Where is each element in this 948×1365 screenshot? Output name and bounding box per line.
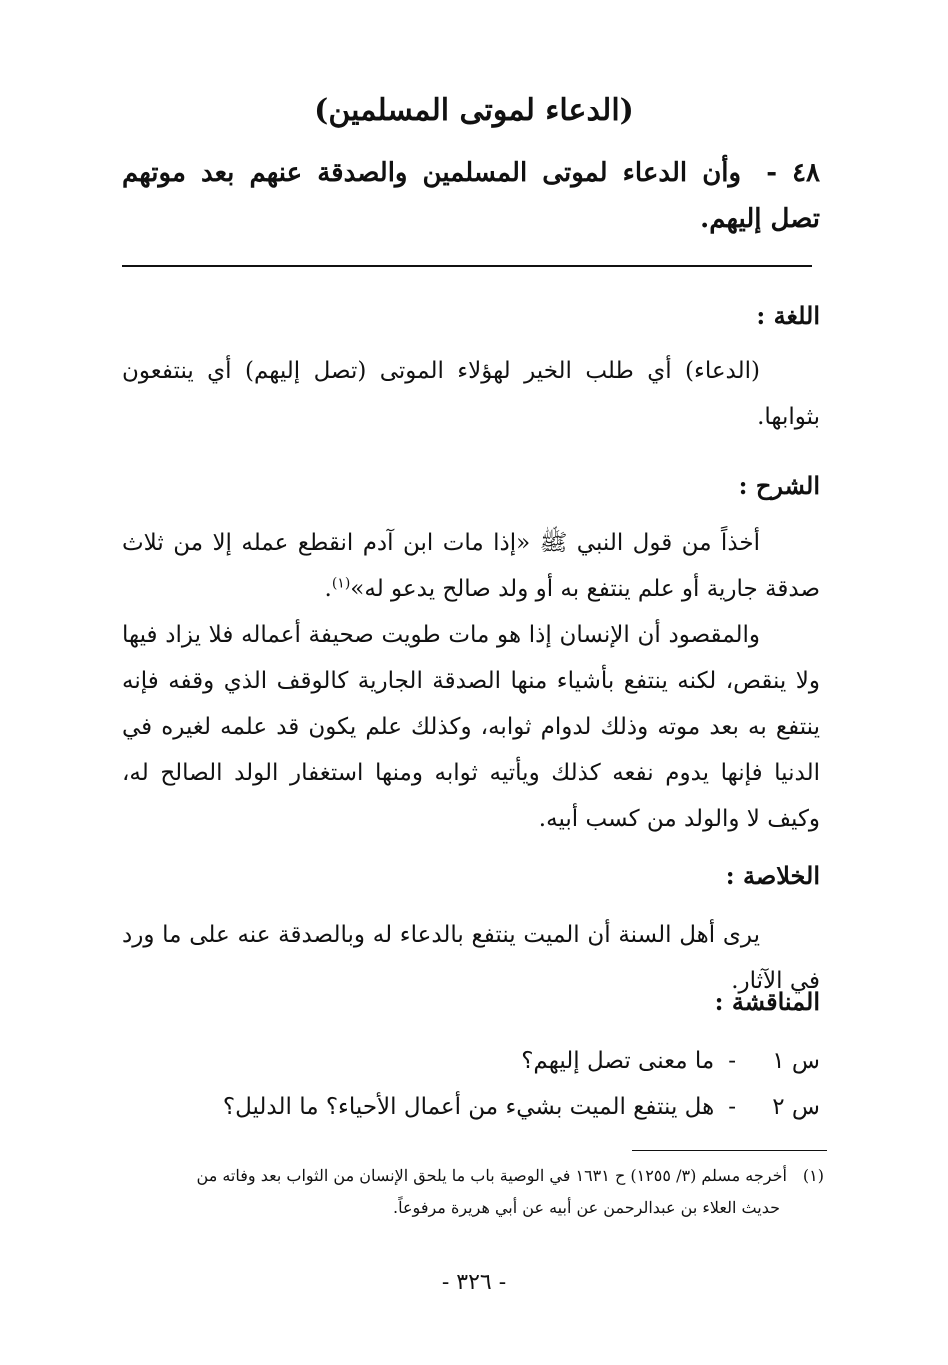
question-label: س ١ <box>772 1048 820 1074</box>
footnote-line-2: حديث العلاء بن عبدالرحمن عن أبيه عن أبي هريرة مرفوعاً. <box>393 1198 780 1217</box>
sharh-paragraph-1 <box>122 520 820 612</box>
sharh-hadith-end: . <box>324 576 332 602</box>
title-separator <box>122 265 812 267</box>
question-label: س ٢ <box>772 1094 820 1120</box>
heading-munaqasha: المناقشة : <box>714 987 820 1016</box>
footnote-number: (١) <box>802 1166 824 1185</box>
question-text: ما معنى تصل إليهم؟ <box>521 1048 715 1074</box>
footnote-text-1: أخرجه مسلم (٣/ ١٢٥٥) ح ١٦٣١ في الوصية باب ما يلحق الإنسان من الثواب بعد وفاته من <box>196 1166 787 1185</box>
rule-number: ٤٨ - <box>766 158 821 188</box>
khulasa-paragraph: يرى أهل السنة أن الميت ينتفع بالدعاء له وبالصدقة عنه على ما ورد في الآثار. <box>122 922 820 994</box>
question-dash: - <box>728 1048 736 1074</box>
question-2 <box>223 1086 820 1128</box>
page-number: - ٣٢٦ - <box>441 1270 507 1295</box>
rule-statement <box>122 150 820 242</box>
lugha-paragraph: (الدعاء) أي طلب الخير لهؤلاء الموتى (تصل إليهم) أي ينتفعون بثوابها. <box>122 358 820 430</box>
sharh-hadith-text: أخذاً من قول النبي ﷺ «إذا مات ابن آدم انقطع عمله إلا من ثلاث صدقة جارية أو علم ينتفع به أو ولد صالح يدعو له» <box>122 530 820 602</box>
question-1 <box>521 1040 820 1082</box>
chapter-title: (الدعاء لموتى المسلمين) <box>314 93 634 128</box>
footnote-separator <box>632 1150 827 1151</box>
question-text: هل ينتفع الميت بشيء من أعمال الأحياء؟ ما الدليل؟ <box>222 1094 715 1120</box>
question-dash: - <box>728 1094 736 1120</box>
sharh-paragraph-2: والمقصود أن الإنسان إذا هو مات طويت صحيفة أعماله فلا يزاد فيها ولا ينقص، لكنه ينتفع بأشياء منها الصدقة الجارية كالوقف الذي وقفه فإنه ينتفع به بعد موته وذلك لدوام ثوابه، وكذلك علم يكون قد علمه لغيره في الدنيا فإنها يدوم نفعه كذلك ويأتيه ثوابه ومنها استغفار الولد الصالح له، وكيف لا والولد من كسب أبيه. <box>122 622 820 832</box>
footnote-reference: (١) <box>331 575 351 592</box>
heading-khulasa: الخلاصة : <box>725 861 820 890</box>
footnote <box>122 1160 824 1224</box>
heading-sharh: الشرح : <box>738 471 820 500</box>
heading-lugha: اللغة : <box>756 301 820 330</box>
footnote-line-1 <box>122 1160 824 1192</box>
rule-text: وأن الدعاء لموتى المسلمين والصدقة عنهم بعد موتهم تصل إليهم. <box>122 158 820 234</box>
